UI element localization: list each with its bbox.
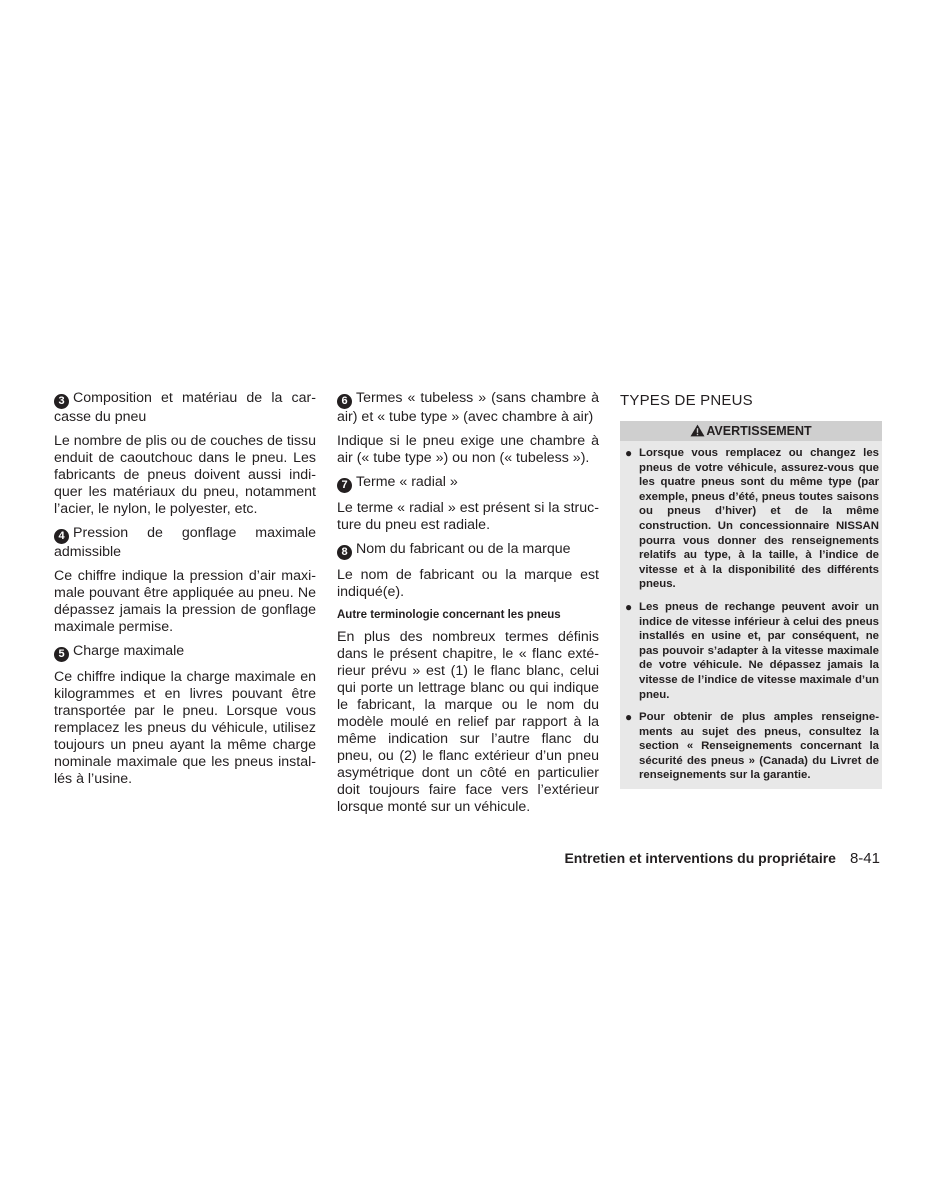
circled-number-6: 6 bbox=[337, 394, 352, 409]
warning-item: ● Pour obtenir de plus amples renseignements au sujet des pneus, consultez la section « Renseignements concernant la sécurité des pneus » (Canada) du Livret de renseignements sur la garantie. bbox=[625, 710, 879, 782]
middle-column bbox=[337, 390, 599, 823]
warning-triangle-icon bbox=[690, 424, 705, 437]
chapter-title: Entretien et interventions du propriétaire bbox=[564, 850, 836, 866]
circled-number-5: 5 bbox=[54, 647, 69, 662]
item-3-heading: 3 Composition et matériau de la carcasse du pneu bbox=[54, 390, 316, 425]
bullet-icon: ● bbox=[625, 599, 633, 614]
item-5-heading: 5 Charge maximale bbox=[54, 643, 316, 662]
bullet-icon: ● bbox=[625, 446, 633, 460]
circled-number-7: 7 bbox=[337, 478, 352, 493]
bullet-icon: ● bbox=[625, 710, 633, 725]
other-terminology-subheading: Autre terminologie concernant les pneus bbox=[337, 609, 561, 621]
page-number: 8-41 bbox=[849, 850, 880, 867]
warning-label: AVERTISSEMENT bbox=[706, 424, 812, 438]
warning-item: ● Les pneus de rechange peuvent avoir un indice de vitesse inférieur à celui des pneus installés en usine et, par conséquent, ne pas pouvoir s’adapter à la vitesse maximale de votre véhicule. Ne dépassez jamais la vitesse de l’indice de vitesse maximale d’un pneu. bbox=[625, 599, 879, 701]
item-3-text: Le nombre de plis ou de couches de tissu enduit de caoutchouc dans le pneu. Les fabricants de pneus doivent aussi indiquer les matériaux du pneu, notamment l’acier, le nylon, le polyester, etc. bbox=[54, 433, 316, 517]
circled-number-3: 3 bbox=[54, 394, 69, 409]
item-6-heading: 6 Termes « tubeless » (sans chambre à air) et « tube type » (avec chambre à air) bbox=[337, 390, 599, 425]
circled-number-8: 8 bbox=[337, 545, 352, 560]
item-8-text: Le nom de fabricant ou la marque est indiqué(e). bbox=[337, 567, 599, 600]
item-4-heading: 4 Pression de gonflage maximale admissible bbox=[54, 525, 316, 560]
left-column bbox=[54, 390, 316, 795]
item-7-text: Le terme « radial » est présent si la structure du pneu est radiale. bbox=[337, 500, 599, 533]
item-6-text: Indique si le pneu exige une chambre à air (« tube type ») ou non (« tubeless »). bbox=[337, 433, 599, 466]
item-8-heading: 8 Nom du fabricant ou de la marque bbox=[337, 541, 599, 560]
warning-item: ● Lorsque vous remplacez ou changez les pneus de votre véhicule, assurez-vous que les quatre pneus sont du même type (par exemple, pneus d’été, pneus toutes saisons ou pneus d’hiver) et de la même construction. Un concessionnaire NISSAN pourra vous donner des renseignements relatifs au type, à la taille, à l’indice de vitesse et à la disponibilité des différents pneus. bbox=[625, 446, 879, 591]
item-5-text: Ce chiffre indique la charge maximale en kilogrammes et en livres pouvant être transportée par le pneu. Lorsque vous remplacez les pneus du véhicule, utilisez toujours un pneu ayant la même charge nominale maximale que les pneus installés à l’usine. bbox=[54, 669, 316, 787]
warning-box bbox=[620, 421, 882, 789]
warning-header bbox=[620, 421, 882, 441]
page-footer bbox=[564, 849, 880, 868]
other-terminology-text: En plus des nombreux termes définis dans le présent chapitre, le « flanc extérieur prévu » est (1) le flanc blanc, celui qui porte un lettrage blanc ou qui indique le fabricant, la marque ou le nom du modèle moulé en relief par rapport à la même indication sur l’autre flanc du pneu, ou (2) le flanc extérieur d’un pneu asymétrique dont un côté en particulier doit toujours faire face vers l’extérieur lorsque monté sur un véhicule. bbox=[337, 629, 599, 815]
item-7-heading: 7 Terme « radial » bbox=[337, 474, 599, 493]
item-4-text: Ce chiffre indique la pression d’air maximale pouvant être appliquée au pneu. Ne dépassez jamais la pression de gonflage maximale permise. bbox=[54, 568, 316, 635]
right-column bbox=[620, 390, 882, 789]
circled-number-4: 4 bbox=[54, 529, 69, 544]
section-title: TYPES DE PNEUS bbox=[620, 392, 753, 409]
warning-list bbox=[623, 446, 879, 783]
